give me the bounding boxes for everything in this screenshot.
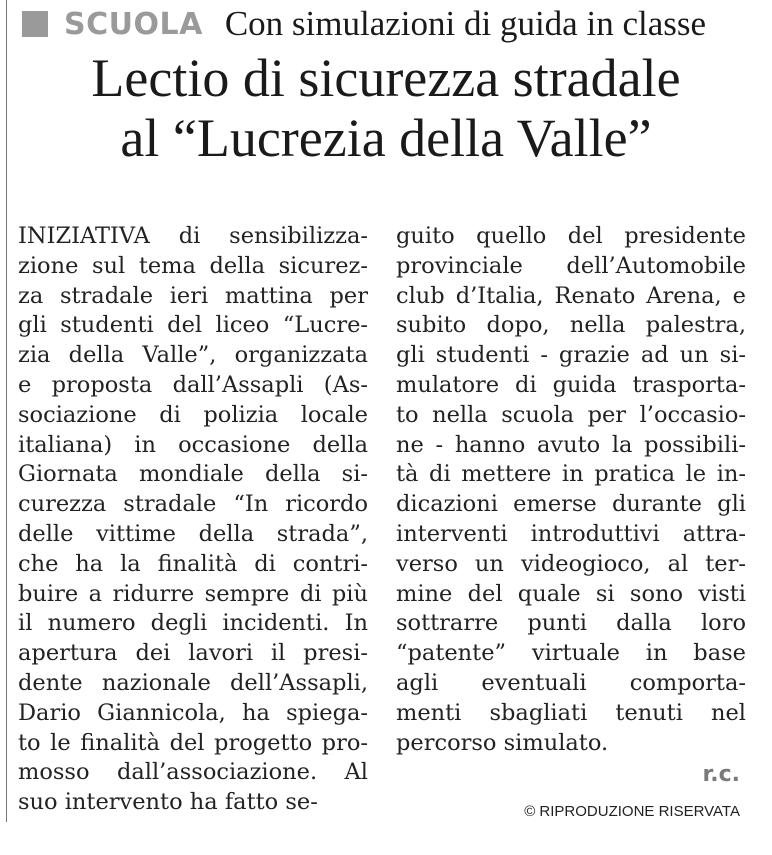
article-text-line: gli studenti - grazie ad un si- — [396, 342, 746, 369]
article-text-line: verso un videogioco, al ter- — [396, 550, 746, 577]
article-text-line: delle vittime della strada”, — [18, 520, 368, 547]
article-text-line: e proposta dall’Assapli (As- — [18, 371, 368, 398]
article-text-line: apertura dei lavori il presi- — [18, 640, 368, 667]
article-text-line: suo intervento ha fatto se- — [18, 789, 318, 816]
article-text-line: menti sbagliati tenuti nel — [396, 699, 746, 726]
article-text-line: INIZIATIVA di sensibilizza- — [18, 223, 368, 249]
section-square-icon — [22, 11, 48, 37]
kicker-row — [22, 2, 706, 46]
article-text-line: sottrarre punti dalla loro — [396, 610, 746, 637]
article-column-left — [18, 222, 368, 818]
article-text-line: mine del quale si sono visti — [396, 580, 746, 607]
article-text-line: guito quello del presidente — [396, 223, 746, 249]
article-text-line: Dario Giannicola, ha spiega- — [18, 699, 368, 726]
article-text-line: subito dopo, nella palestra, — [396, 312, 746, 339]
headline-line-1: Lectio di sicurezza stradale — [91, 48, 681, 108]
article-text-line: to le finalità del progetto pro- — [18, 729, 368, 756]
subheadline: Con simulazioni di guida in classe — [224, 4, 707, 43]
article-text-line: percorso simulato. — [396, 729, 609, 756]
author-signature: r.c. — [702, 762, 740, 787]
article-text-line: il numero degli incidenti. In — [18, 610, 368, 637]
article-text-line: che ha la finalità di contri- — [18, 550, 368, 577]
article-text-line: club d’Italia, Renato Arena, e — [396, 282, 746, 309]
headline-line-2: al “Lucrezia della Valle” — [120, 108, 652, 168]
article-text-line: buire a ridurre sempre di più — [18, 580, 368, 607]
article-column-right — [396, 222, 746, 758]
section-label: SCUOLA — [64, 6, 203, 42]
article-text-line: dicazioni emerse durante gli — [396, 491, 746, 518]
article-text-line: interventi introduttivi attra- — [396, 520, 746, 547]
article-text-line: gli studenti del liceo “Lucre- — [18, 312, 368, 339]
article-text-line: zia della Valle”, organizzata — [18, 342, 368, 369]
article-text-line: ne - hanno avuto la possibili- — [396, 431, 746, 458]
article-text-line: zione sul tema della sicurez- — [18, 252, 368, 279]
article-text-line: tà di mettere in pratica le in- — [396, 461, 746, 488]
article-text-line: to nella scuola per l’occasio- — [396, 401, 746, 428]
article-text-line: italiana) in occasione della — [18, 431, 368, 458]
article-text-line: mulatore di guida trasporta- — [396, 371, 746, 398]
article-text-line: curezza stradale “In ricordo — [18, 491, 368, 518]
article-text-line: Giornata mondiale della si- — [18, 461, 368, 488]
article-text-line: agli eventuali comporta- — [396, 669, 746, 696]
article-text-line: “patente” virtuale in base — [396, 640, 746, 667]
article-text-line: sociazione di polizia locale — [18, 401, 368, 428]
article-text-line: provinciale dell’Automobile — [396, 252, 746, 279]
headline — [0, 48, 772, 168]
article-text-line: dente nazionale dell’Assapli, — [18, 669, 368, 696]
copyright-notice: © RIPRODUZIONE RISERVATA — [524, 803, 740, 820]
article-text-line: mosso dall’associazione. Al — [18, 759, 368, 786]
article-text-line: za stradale ieri mattina per — [18, 282, 368, 309]
